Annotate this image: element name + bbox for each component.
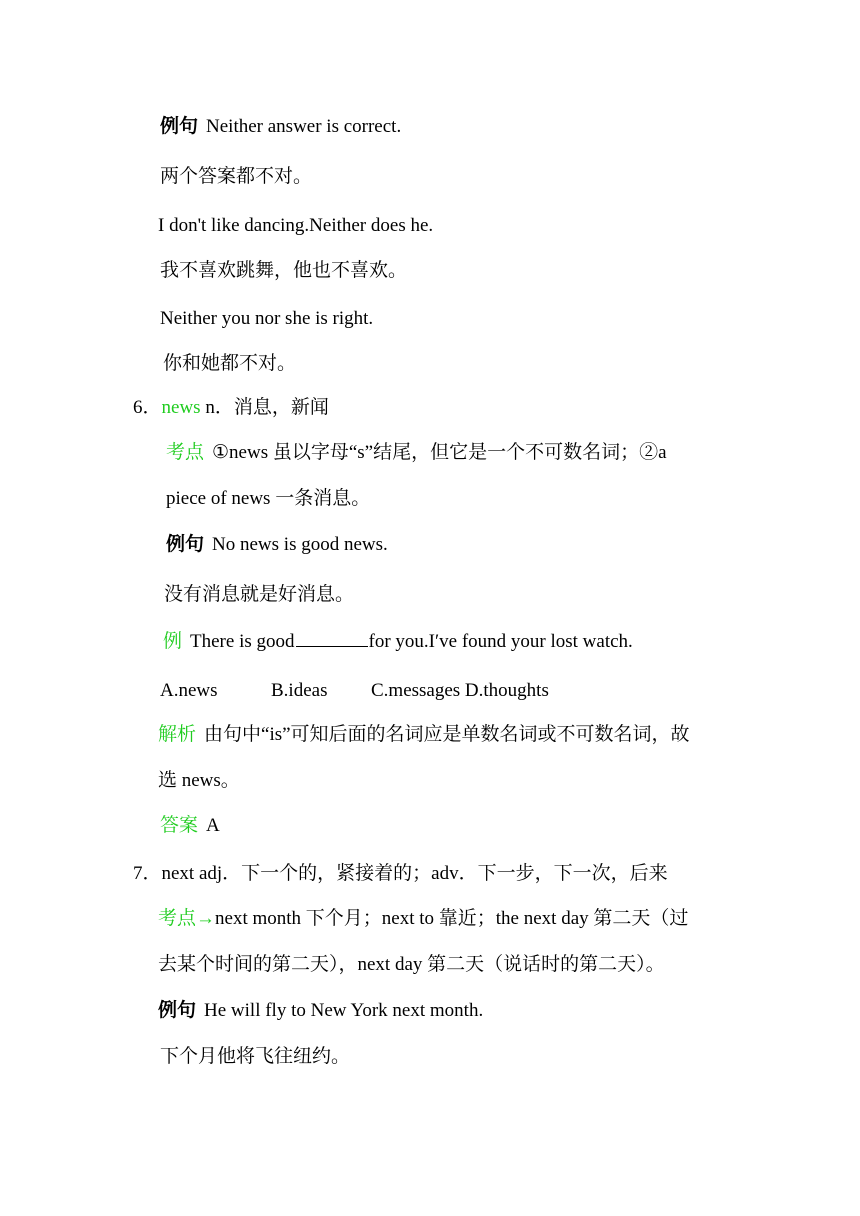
example-2-en: I don't like dancing.Neither does he. <box>158 215 434 236</box>
entry-word: news <box>161 397 201 418</box>
option-a: A.news <box>160 680 218 701</box>
note-label: 考点 <box>166 442 205 463</box>
entry-definition: n．消息，新闻 <box>200 397 329 418</box>
answer-value: A <box>206 815 220 836</box>
entry-6-analysis-1 <box>158 723 690 747</box>
entry-6-note-2: piece of news 一条消息。 <box>166 488 371 509</box>
note-text: ①news 虽以字母“s”结尾，但它是一个不可数名词；②a <box>212 442 667 463</box>
example-label: 例句 <box>160 116 199 137</box>
example-3-en: Neither you nor she is right. <box>160 308 374 329</box>
entry-6-analysis-2: 选 news。 <box>158 770 240 791</box>
entry-7-example-cn: 下个月他将飞往纽约。 <box>160 1046 351 1067</box>
example-en: Neither answer is correct. <box>206 116 402 137</box>
entry-6-options <box>160 679 549 703</box>
answer-label: 答案 <box>160 815 199 836</box>
question-label: 例 <box>163 631 183 652</box>
option-c-d: C.messages D.thoughts <box>371 680 549 701</box>
example-2-cn: 我不喜欢跳舞，他也不喜欢。 <box>160 260 408 281</box>
note-text: next month 下个月；next to 靠近；the next day 第二天（过 <box>215 908 689 929</box>
question-before: There is good <box>190 631 295 652</box>
example-1-cn: 两个答案都不对。 <box>160 166 313 187</box>
question-after: for you.I′ve found your lost watch. <box>368 631 633 652</box>
entry-6-note-1 <box>166 441 667 465</box>
example-en: He will fly to New York next month. <box>204 1000 484 1021</box>
example-en: No news is good news. <box>212 534 388 555</box>
option-b: B.ideas <box>271 680 328 701</box>
entry-number: 6． <box>133 397 162 418</box>
entry-6-example <box>166 533 388 557</box>
entry-6-heading <box>133 396 329 420</box>
entry-7-heading: 7．next adj．下一个的，紧接着的；adv．下一步，下一次，后来 <box>133 863 668 884</box>
entry-6-answer <box>160 814 220 838</box>
answer-blank <box>296 628 368 647</box>
entry-7-note-1 <box>158 907 688 931</box>
example-label: 例句 <box>166 534 205 555</box>
entry-6-question <box>163 628 633 654</box>
entry-7-example <box>158 999 483 1023</box>
entry-6-example-cn: 没有消息就是好消息。 <box>164 584 355 605</box>
example-label: 例句 <box>158 1000 197 1021</box>
analysis-label: 解析 <box>158 724 197 745</box>
example-3-cn: 你和她都不对。 <box>163 353 297 374</box>
analysis-text: 由句中“is”可知后面的名词应是单数名词或不可数名词，故 <box>204 724 690 745</box>
note-label: 考点→ <box>158 908 216 929</box>
entry-7-note-2: 去某个时间的第二天），next day 第二天（说话时的第二天）。 <box>158 954 665 975</box>
example-1 <box>160 115 401 139</box>
